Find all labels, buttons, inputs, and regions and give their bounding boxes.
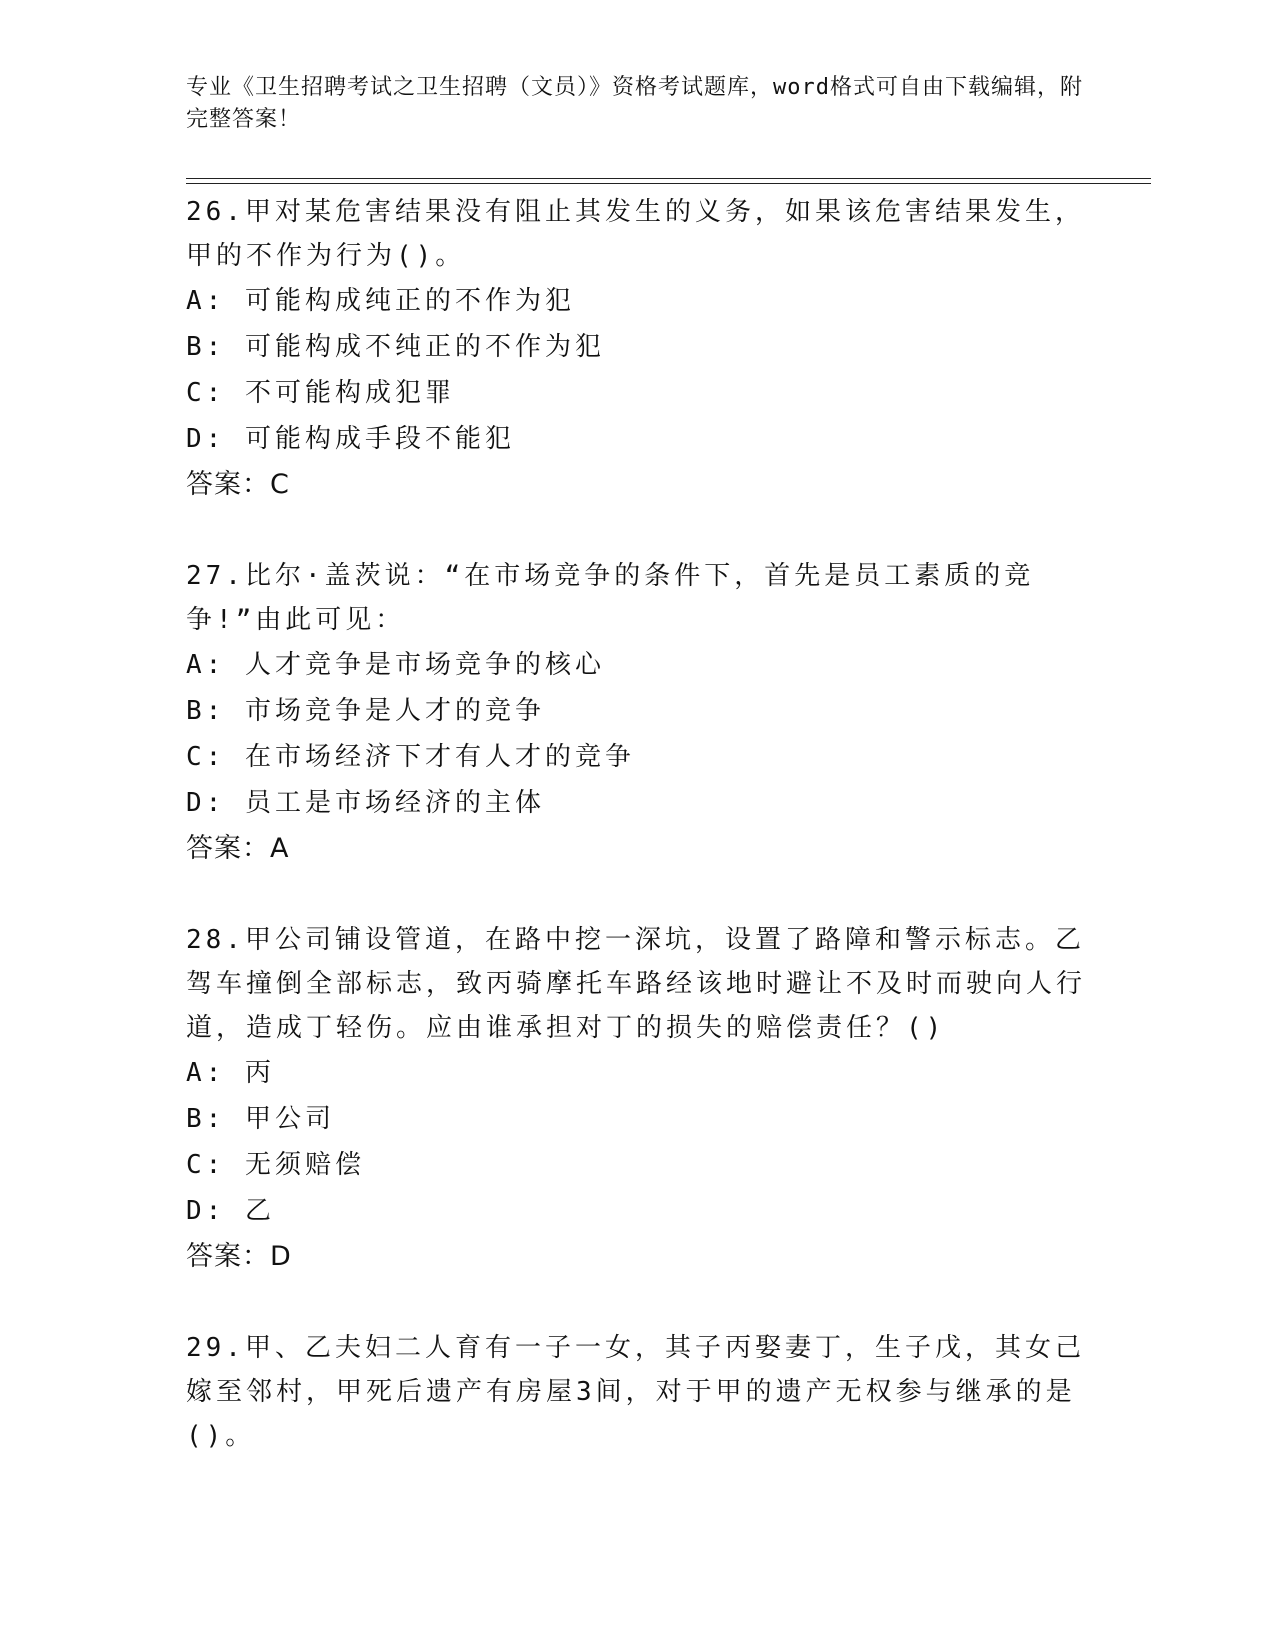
question-26	[186, 190, 1086, 508]
option-text: 市场竞争是人才的竞争	[244, 696, 545, 726]
option-text: 人才竞争是市场竞争的核心	[244, 650, 605, 680]
answer-line: 答案：C	[186, 469, 290, 500]
option-key: C:	[186, 378, 226, 408]
option-key: A:	[186, 650, 226, 680]
option-d	[186, 416, 1086, 462]
option-text: 丙	[244, 1058, 275, 1088]
option-key: B:	[186, 1104, 226, 1134]
option-text: 员工是市场经济的主体	[244, 788, 545, 818]
option-key: B:	[186, 332, 226, 362]
option-a	[186, 642, 1086, 688]
option-b	[186, 324, 1086, 370]
option-key: D:	[186, 1196, 226, 1226]
option-key: B:	[186, 696, 226, 726]
option-text: 可能构成手段不能犯	[244, 424, 515, 454]
option-text: 乙	[244, 1196, 275, 1226]
option-key: D:	[186, 788, 226, 818]
option-text: 不可能构成犯罪	[244, 378, 455, 408]
question-29	[186, 1326, 1086, 1458]
option-text: 甲公司	[244, 1104, 335, 1134]
option-text: 无须赔偿	[244, 1150, 365, 1180]
question-28	[186, 918, 1086, 1280]
option-key: A:	[186, 286, 226, 316]
question-stem: 27.比尔·盖茨说：“在市场竞争的条件下，首先是员工素质的竞争!”由此可见：	[186, 561, 1035, 635]
option-text: 可能构成纯正的不作为犯	[244, 286, 575, 316]
header-divider-top	[186, 178, 1151, 179]
question-stem: 28.甲公司铺设管道，在路中挖一深坑，设置了路障和警示标志。乙驾车撞倒全部标志，致丙骑摩托车路经该地时避让不及时而驶向人行道，造成丁轻伤。应由谁承担对丁的损失的赔偿责任？()	[186, 925, 1087, 1043]
answer-line: 答案：D	[186, 1241, 292, 1272]
option-c	[186, 1142, 1086, 1188]
option-c	[186, 734, 1086, 780]
option-text: 在市场经济下才有人才的竞争	[244, 742, 635, 772]
option-a	[186, 1050, 1086, 1096]
header-divider-bottom	[186, 183, 1151, 184]
question-list	[186, 190, 1086, 1504]
option-key: A:	[186, 1058, 226, 1088]
option-text: 可能构成不纯正的不作为犯	[244, 332, 605, 362]
option-key: C:	[186, 742, 226, 772]
option-key: C:	[186, 1150, 226, 1180]
option-d	[186, 1188, 1086, 1234]
question-stem: 29.甲、乙夫妇二人育有一子一女，其子丙娶妻丁，生子戊，其女己嫁至邻村，甲死后遗产有房屋3间，对于甲的遗产无权参与继承的是()。	[186, 1333, 1085, 1451]
answer-line: 答案：A	[186, 833, 290, 864]
option-d	[186, 780, 1086, 826]
question-27	[186, 554, 1086, 872]
option-key: D:	[186, 424, 226, 454]
option-c	[186, 370, 1086, 416]
option-a	[186, 278, 1086, 324]
document-header: 专业《卫生招聘考试之卫生招聘（文员）》资格考试题库，word格式可自由下载编辑，附完整答案！	[186, 75, 1083, 132]
option-b	[186, 1096, 1086, 1142]
question-stem: 26.甲对某危害结果没有阻止其发生的义务，如果该危害结果发生，甲的不作为行为()。	[186, 197, 1085, 271]
option-b	[186, 688, 1086, 734]
